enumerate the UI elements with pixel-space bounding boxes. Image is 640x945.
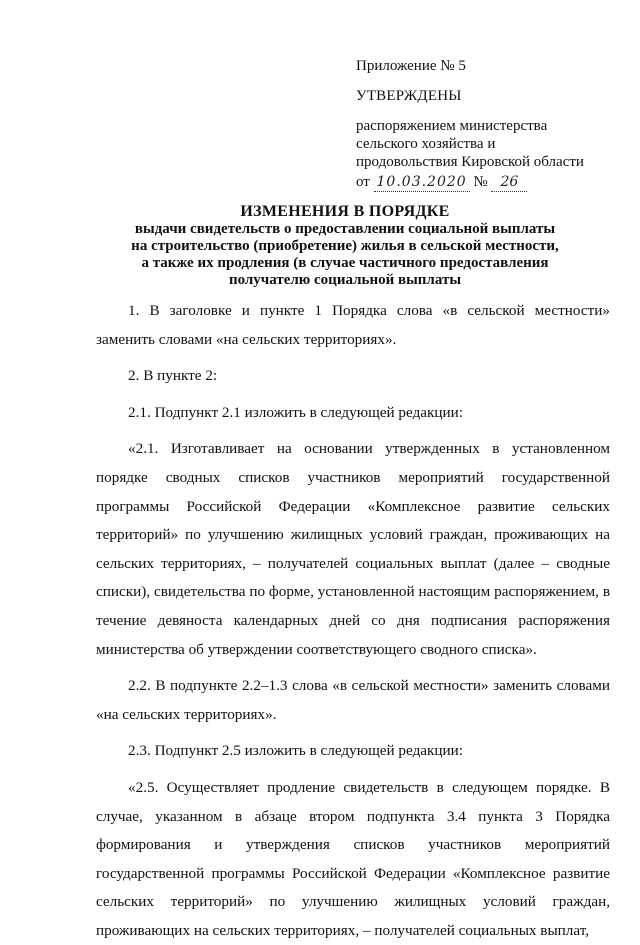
date-prefix: от <box>356 174 370 190</box>
title-line: а также их продления (в случае частичного предоставления <box>141 255 549 271</box>
number-prefix: № <box>473 174 488 190</box>
basis-line: сельского хозяйства и <box>356 136 496 152</box>
body-paragraph: 1. В заголовке и пункте 1 Порядка слова «в сельской местности» заменить словами «на сельских территориях». <box>96 302 610 348</box>
annex-label: Приложение № 5 <box>356 58 466 74</box>
body-paragraph: 2.1. Подпункт 2.1 изложить в следующей редакции: <box>128 403 464 421</box>
approval-block <box>356 57 616 192</box>
title-line: выдачи свидетельств о предоставлении социальной выплаты <box>134 221 556 237</box>
body-paragraph: 2. В пункте 2: <box>128 367 218 385</box>
document-body <box>96 297 610 945</box>
body-paragraph: 2.2. В подпункте 2.2–1.3 слова «в сельской местности» заменить словами «на сельских территориях». <box>96 677 610 723</box>
title-line: получателю социальной выплаты <box>228 272 462 288</box>
basis-line: продовольствия Кировской области <box>356 154 584 170</box>
approval-basis <box>356 117 616 192</box>
approved-label: УТВЕРЖДЕНЫ <box>356 88 462 104</box>
body-paragraph: 2.3. Подпункт 2.5 изложить в следующей редакции: <box>128 742 464 760</box>
date-number-line <box>356 173 527 192</box>
basis-line: распоряжением министерства <box>356 118 548 134</box>
handwritten-number: 26 <box>491 173 527 192</box>
body-paragraph: «2.1. Изготавливает на основании утвержденных в установленном порядке сводных списков участников мероприятий государственной программы Российской Федерации «Комплексное развитие сельских территорий» по улучшению жилищных условий граждан, проживающих на сельских территориях, – получателей социальных выплат (далее – сводные списки), свидетельства по форме, установленной настоящим распоряжением, в течение девяноста календарных дней со дня подписания распоряжения министерства об утверждении соответствующего сводного списка». <box>96 440 610 658</box>
title-main: ИЗМЕНЕНИЯ В ПОРЯДКЕ <box>240 203 450 220</box>
body-paragraph: «2.5. Осуществляет продление свидетельств в следующем порядке. В случае, указанном в абзаце втором подпункта 3.4 пункта 3 Порядка формирования и утверждения списков участников мероприятий государственной программы Российской Федерации «Комплексное развитие сельских территорий» по улучшению жилищных условий граждан, проживающих на сельских территориях, – получателей социальных выплат, <box>96 778 610 939</box>
handwritten-date: 10.03.2020 <box>374 173 470 192</box>
title-line: на строительство (приобретение) жилья в сельской местности, <box>131 238 559 254</box>
document-title <box>80 203 610 289</box>
